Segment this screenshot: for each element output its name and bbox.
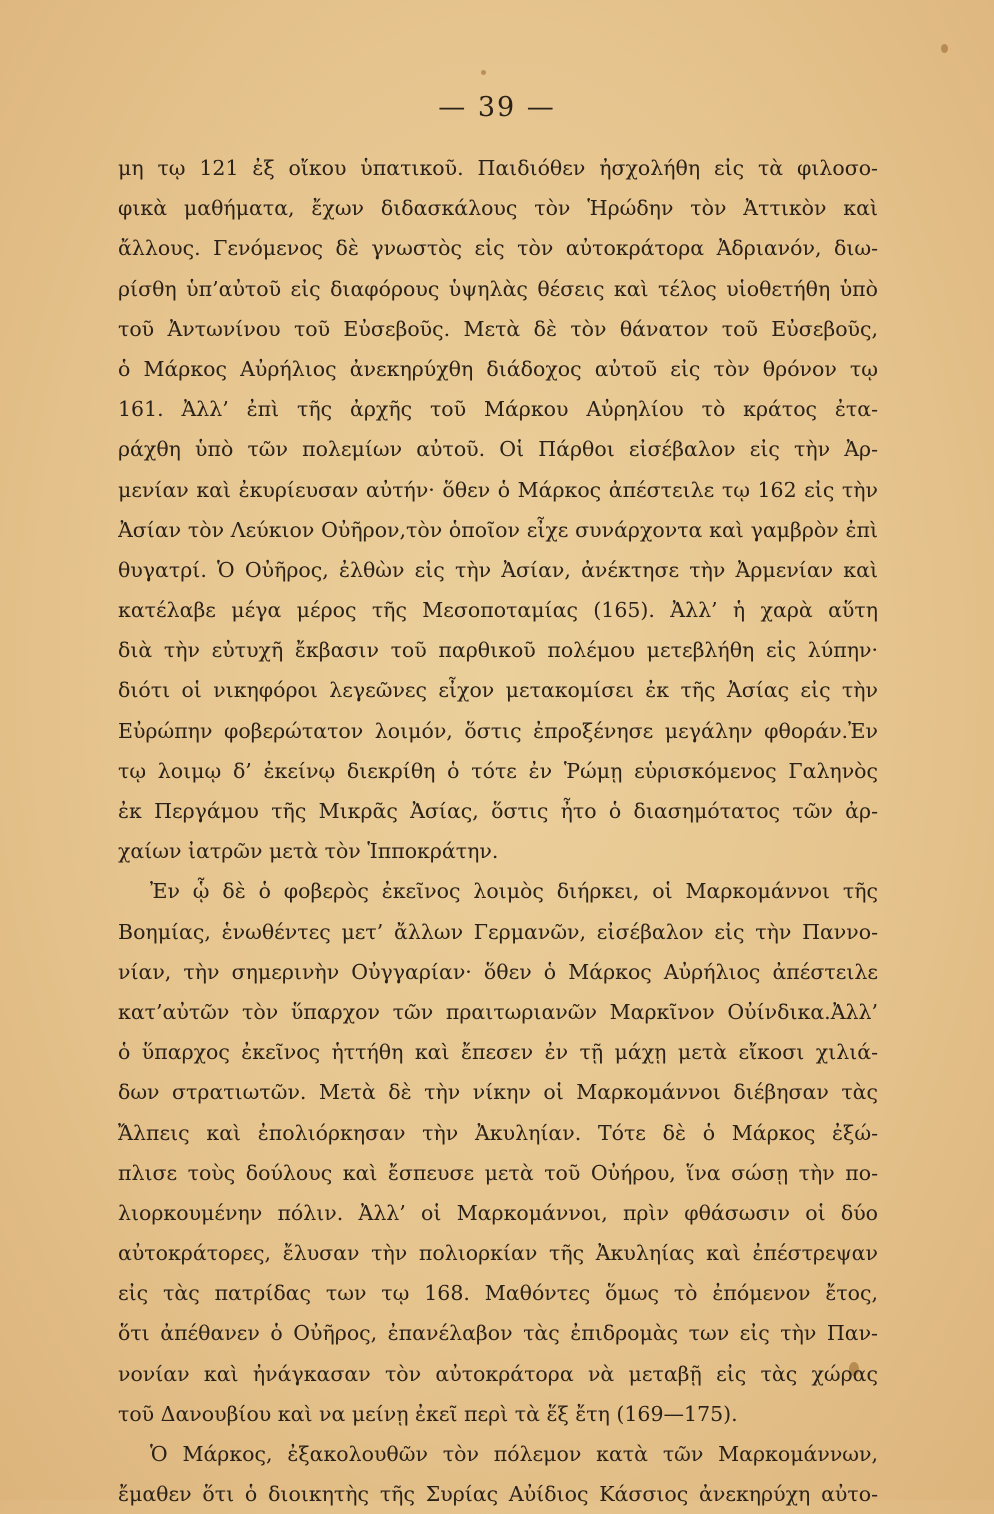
paragraph xyxy=(118,148,878,871)
text-line: Ἀσίαν τὸν Λεύκιον Οὐῆρον,τὸν ὁποῖον εἶχε συνάρχοντα καὶ γαμβρὸν ἐπὶ xyxy=(118,517,878,542)
ink-spot xyxy=(941,44,948,53)
text-line: ὁ ὕπαρχος ἐκεῖνος ἡττήθη καὶ ἔπεσεν ἐν τῇ μάχῃ μετὰ εἴκοσι χιλιά- xyxy=(118,1040,878,1065)
text-line: ὅτι ἀπέθανεν ὁ Οὐῆρος, ἐπανέλαβον τὰς ἐπιδρομὰς των εἰς τὴν Παν- xyxy=(118,1321,878,1346)
text-line: ὁ Μάρκος Αὐρήλιος ἀνεκηρύχθη διάδοχος αὐτοῦ εἰς τὸν θρόνον τῳ xyxy=(118,356,878,381)
text-line: Ἄλπεις καὶ ἐπολιόρκησαν τὴν Ἀκυληίαν. Τότε δὲ ὁ Μάρκος ἐξώ- xyxy=(118,1120,878,1145)
text-line: μη τῳ 121 ἐξ οἴκου ὑπατικοῦ. Παιδιόθεν ἠσχολήθη εἰς τὰ φιλοσο- xyxy=(118,156,878,180)
text-line: Ἐν ᾧ δὲ ὁ φοβερὸς ἐκεῖνος λοιμὸς διήρκει, οἱ Μαρκομάννοι τῆς xyxy=(150,879,878,904)
text-line: διὰ τὴν εὐτυχῆ ἔκβασιν τοῦ παρθικοῦ πολέμου μετεβλήθη εἰς λύπην· xyxy=(118,638,878,663)
text-line: φικὰ μαθήματα, ἔχων διδασκάλους τὸν Ἡρώδην τὸν Ἀττικὸν καὶ xyxy=(118,196,878,221)
text-line: διότι οἱ νικηφόροι λεγεῶνες εἶχον μετακομίσει ἐκ τῆς Ἀσίας εἰς τὴν xyxy=(118,678,878,703)
paragraph xyxy=(118,1434,878,1514)
text-line: 161. Ἀλλ’ ἐπὶ τῆς ἀρχῆς τοῦ Μάρκου Αὐρηλίου τὸ κράτος ἐτα- xyxy=(118,397,878,422)
text-line: Βοημίας, ἑνωθέντες μετ’ ἄλλων Γερμανῶν, εἰσέβαλον εἰς τὴν Παννο- xyxy=(118,919,878,944)
text-line: εἰς τὰς πατρίδας των τῳ 168. Μαθόντες ὅμως τὸ ἐπόμενον ἔτος, xyxy=(118,1281,878,1306)
text-line: τῳ λοιμῳ δ’ ἐκείνῳ διεκρίθη ὁ τότε ἐν Ῥώμῃ εὑρισκόμενος Γαληνὸς xyxy=(118,758,878,783)
text-line: δων στρατιωτῶν. Μετὰ δὲ τὴν νίκην οἱ Μαρκομάννοι διέβησαν τὰς xyxy=(118,1080,878,1105)
text-line: χαίων ἰατρῶν μετὰ τὸν Ἱπποκράτην. xyxy=(118,839,499,864)
text-line: Εὐρώπην φοβερώτατον λοιμόν, ὅστις ἐπροξένησε μεγάλην φθοράν.Ἐν xyxy=(118,718,878,743)
text-line: κατέλαβε μέγα μέρος τῆς Μεσοποταμίας (165). Ἀλλ’ ἡ χαρὰ αὕτη xyxy=(118,598,878,623)
text-line: ἔμαθεν ὅτι ὁ διοικητὴς τῆς Συρίας Αὐίδιος Κάσσιος ἀνεκηρύχη αὐτο- xyxy=(118,1482,878,1507)
text-line: ράχθη ὑπὸ τῶν πολεμίων αὐτοῦ. Οἱ Πάρθοι εἰσέβαλον εἰς τὴν Ἀρ- xyxy=(118,437,878,462)
paragraph xyxy=(118,871,878,1434)
text-line: πλισε τοὺς δούλους καὶ ἔσπευσε μετὰ τοῦ Οὐήρου, ἵνα σώσῃ τὴν πο- xyxy=(118,1160,878,1185)
text-line: μενίαν καὶ ἐκυρίευσαν αὐτήν· ὅθεν ὁ Μάρκος ἀπέστειλε τῳ 162 εἰς τὴν xyxy=(118,477,878,502)
body-text xyxy=(118,148,878,1514)
text-line: κατ’αὐτῶν τὸν ὕπαρχον τῶν πραιτωριανῶν Μαρκῖνον Οὐίνδικα.Ἀλλ’ xyxy=(118,999,878,1024)
text-line: νίαν, τὴν σημερινὴν Οὐγγαρίαν· ὅθεν ὁ Μάρκος Αὐρήλιος ἀπέστειλε xyxy=(118,959,878,984)
text-line: νονίαν καὶ ἠνάγκασαν τὸν αὐτοκράτορα νὰ μεταβῇ εἰς τὰς χώρας xyxy=(118,1361,878,1386)
text-line: τοῦ Δανουβίου καὶ να μείνῃ ἐκεῖ περὶ τὰ ἕξ ἔτη (169—175). xyxy=(118,1401,738,1426)
text-line: λιορκουμένην πόλιν. Ἀλλ’ οἱ Μαρκομάννοι, πρὶν φθάσωσιν οἱ δύο xyxy=(118,1200,878,1225)
text-line: Ὁ Μάρκος, ἐξακολουθῶν τὸν πόλεμον κατὰ τῶν Μαρκομάννων, xyxy=(150,1442,878,1466)
text-line: ἄλλους. Γενόμενος δὲ γνωστὸς εἰς τὸν αὐτοκράτορα Ἀδριανόν, διω- xyxy=(118,236,878,261)
text-line: ἐκ Περγάμου τῆς Μικρᾶς Ἀσίας, ὅστις ἦτο ὁ διασημότατος τῶν ἀρ- xyxy=(118,799,878,823)
text-line: θυγατρί. Ὁ Οὐῆρος, ἐλθὼν εἰς τὴν Ἀσίαν, ἀνέκτησε τὴν Ἀρμενίαν καὶ xyxy=(118,557,878,582)
ink-spot xyxy=(481,70,486,75)
text-line: αὐτοκράτορες, ἔλυσαν τὴν πολιορκίαν τῆς Ἀκυληίας καὶ ἐπέστρεψαν xyxy=(118,1241,878,1266)
text-line: ρίσθη ὑπ’αὐτοῦ εἰς διαφόρους ὑψηλὰς θέσεις καὶ τέλος υἱοθετήθη ὑπὸ xyxy=(118,276,878,301)
page-number: — 39 — xyxy=(438,92,556,123)
text-line: τοῦ Ἀντωνίνου τοῦ Εὐσεβοῦς. Μετὰ δὲ τὸν θάνατον τοῦ Εὐσεβοῦς, xyxy=(118,316,878,341)
